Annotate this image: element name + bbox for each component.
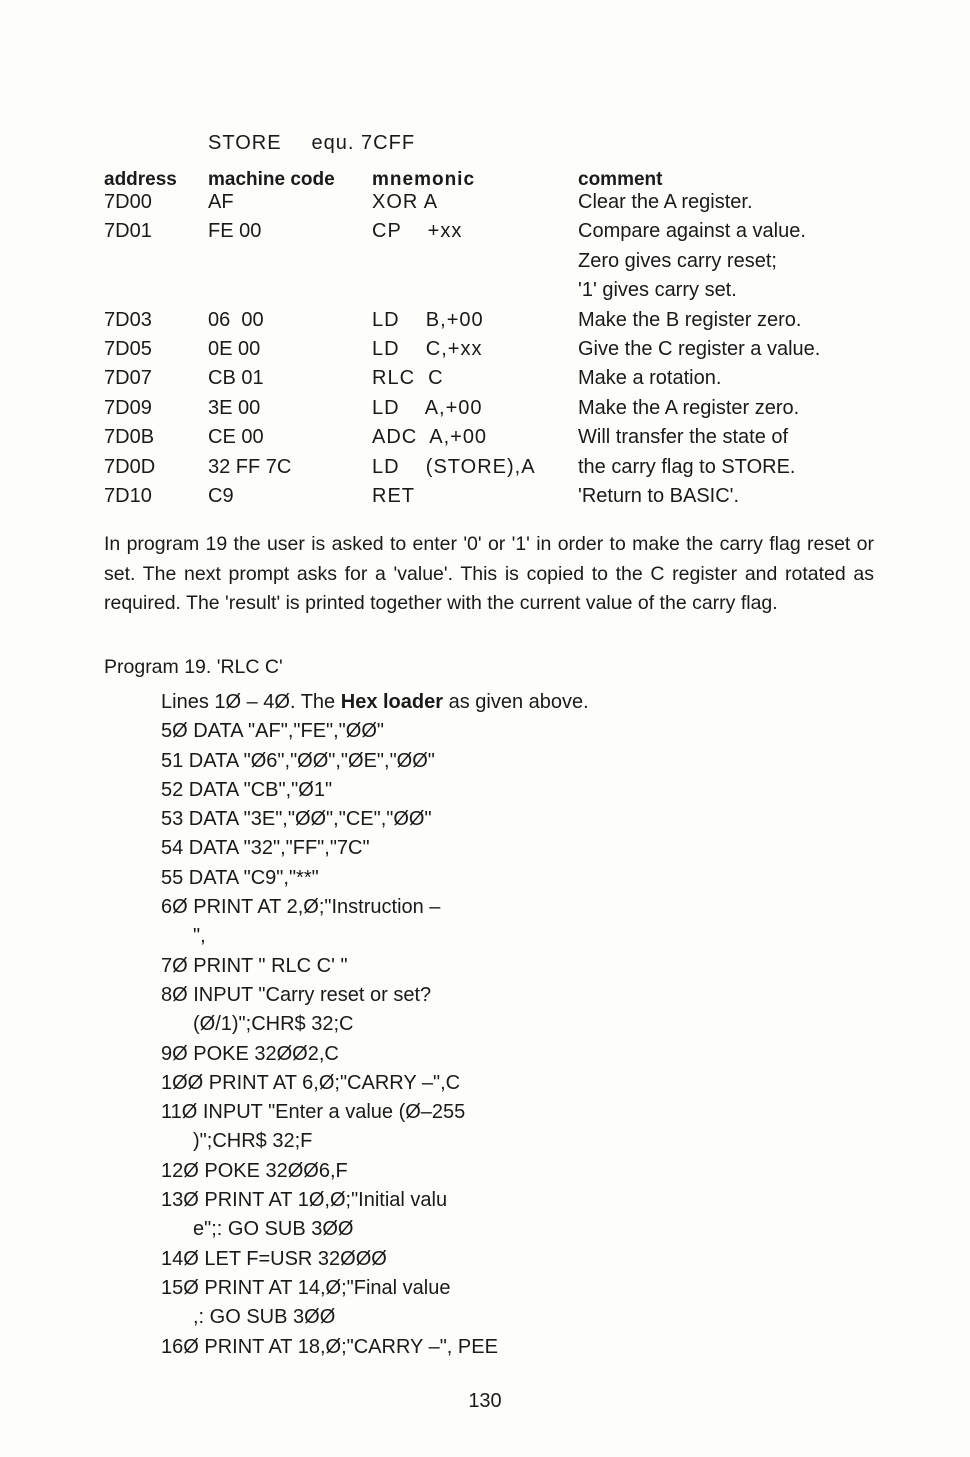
- assembly-table: [104, 162, 904, 514]
- header-address: address: [104, 169, 177, 190]
- cell-machine-code: 0E 00: [208, 337, 261, 360]
- cell-address: 7D0B: [104, 426, 155, 449]
- cell-machine-code: C9: [208, 484, 234, 507]
- header-comment: comment: [578, 169, 663, 190]
- listing-line: 13Ø PRINT AT 1Ø,Ø;"Initial valu: [161, 1189, 448, 1212]
- cell-machine-code: CE 00: [208, 426, 264, 449]
- assembly-table-header: [104, 162, 904, 191]
- listing-line: 7Ø PRINT " RLC C' ": [161, 954, 348, 977]
- listing-line: 8Ø INPUT "Carry reset or set?: [161, 983, 432, 1006]
- cell-machine-code: [208, 279, 372, 308]
- table-row: [104, 367, 904, 396]
- table-row: [104, 456, 904, 485]
- table-row: [104, 426, 904, 455]
- cell-mnemonic: ADC A,+00: [372, 426, 488, 449]
- cell-machine-code: [208, 250, 372, 279]
- cell-address: 7D05: [104, 337, 152, 360]
- cell-address: 7D07: [104, 367, 152, 390]
- cell-machine-code: 06 00: [208, 308, 264, 331]
- table-row: [104, 250, 904, 279]
- store-equate-line: [208, 132, 415, 155]
- header-mnemonic: mnemonic: [372, 169, 476, 190]
- listing-line: )";CHR$ 32;F: [193, 1130, 313, 1153]
- cell-comment: Compare against a value.: [578, 220, 806, 243]
- listing-line: 52 DATA "CB","Ø1": [161, 778, 333, 801]
- cell-address: 7D01: [104, 220, 152, 243]
- listing-line: 14Ø LET F=USR 32ØØØ: [161, 1247, 387, 1270]
- listing-line: (Ø/1)";CHR$ 32;C: [193, 1013, 354, 1036]
- listing-lines: [161, 717, 861, 1362]
- cell-mnemonic: LD C,+xx: [372, 337, 483, 360]
- listing-intro: [161, 688, 861, 717]
- cell-mnemonic: CP +xx: [372, 220, 463, 243]
- listing-intro-bold: Hex loader: [340, 691, 444, 713]
- table-row: [104, 309, 904, 338]
- listing-line: 53 DATA "3E","ØØ","CE","ØØ": [161, 808, 432, 831]
- table-row: [104, 191, 904, 220]
- listing-intro-c: as given above.: [443, 691, 589, 713]
- table-row: [104, 485, 904, 514]
- cell-mnemonic: RET: [372, 484, 415, 507]
- assembly-table-body: [104, 191, 904, 514]
- listing-line: 15Ø PRINT AT 14,Ø;"Final value: [161, 1276, 451, 1299]
- store-label: STORE: [208, 132, 282, 154]
- cell-machine-code: AF: [208, 191, 234, 213]
- cell-comment: Give the C register a value.: [578, 337, 821, 360]
- cell-machine-code: 32 FF 7C: [208, 455, 292, 478]
- cell-address: 7D03: [104, 308, 152, 331]
- cell-mnemonic: XOR A: [372, 191, 439, 213]
- listing-line: 16Ø PRINT AT 18,Ø;"CARRY –", PEE: [161, 1335, 498, 1358]
- listing-line: 54 DATA "32","FF","7C": [161, 837, 370, 860]
- listing-line: 12Ø POKE 32ØØ6,F: [161, 1159, 348, 1182]
- body-paragraph: In program 19 the user is asked to enter '0' or '1' in order to make the carry flag reset or set. The next prompt asks for a 'value'. This is copied to the C register and rotated as required. The 'result' is printed together with the current value of the carry flag.: [104, 533, 874, 614]
- table-row: [104, 279, 904, 308]
- cell-mnemonic: RLC C: [372, 367, 444, 390]
- cell-machine-code: CB 01: [208, 367, 264, 390]
- store-equ-value: equ. 7CFF: [311, 132, 416, 154]
- listing-line: 5Ø DATA "AF","FE","ØØ": [161, 720, 384, 743]
- cell-machine-code: 3E 00: [208, 396, 261, 419]
- table-row: [104, 220, 904, 249]
- listing-intro-a: Lines 1Ø – 4Ø. The: [161, 691, 341, 713]
- program-listing: [161, 688, 861, 1362]
- cell-address: 7D09: [104, 396, 152, 419]
- cell-address: 7D00: [104, 191, 152, 213]
- cell-mnemonic: LD A,+00: [372, 396, 483, 419]
- cell-comment: Make the A register zero.: [578, 396, 800, 419]
- listing-line: ,: GO SUB 3ØØ: [193, 1306, 336, 1329]
- listing-line: ",: [193, 925, 206, 948]
- listing-line: 55 DATA "C9","**": [161, 866, 319, 889]
- cell-address: 7D0D: [104, 455, 156, 478]
- cell-address: 7D10: [104, 484, 152, 507]
- cell-comment: 'Return to BASIC'.: [578, 484, 740, 507]
- cell-comment: the carry flag to STORE.: [578, 455, 796, 478]
- listing-line: 1ØØ PRINT AT 6,Ø;"CARRY –",C: [161, 1071, 461, 1094]
- listing-line: 9Ø POKE 32ØØ2,C: [161, 1042, 339, 1065]
- cell-comment: Clear the A register.: [578, 191, 753, 213]
- table-row: [104, 338, 904, 367]
- cell-mnemonic: [372, 250, 578, 279]
- cell-mnemonic: LD B,+00: [372, 308, 484, 331]
- header-machine-code: machine code: [208, 169, 335, 190]
- listing-line: 6Ø PRINT AT 2,Ø;"Instruction –: [161, 896, 441, 919]
- listing-line: 51 DATA "Ø6","ØØ","ØE","ØØ": [161, 749, 435, 772]
- cell-comment: Make a rotation.: [578, 367, 722, 390]
- cell-mnemonic: LD (STORE),A: [372, 455, 536, 478]
- program-title: Program 19. 'RLC C': [104, 656, 283, 678]
- cell-machine-code: FE 00: [208, 220, 262, 243]
- cell-comment: Zero gives carry reset;: [578, 249, 777, 272]
- page-number: 130: [468, 1390, 502, 1412]
- cell-address: [104, 250, 208, 279]
- cell-comment: Make the B register zero.: [578, 308, 802, 331]
- cell-comment: '1' gives carry set.: [578, 279, 737, 302]
- cell-comment: Will transfer the state of: [578, 426, 789, 449]
- cell-mnemonic: [372, 279, 578, 308]
- listing-line: 11Ø INPUT "Enter a value (Ø–255: [161, 1101, 466, 1124]
- cell-address: [104, 279, 208, 308]
- listing-line: e";: GO SUB 3ØØ: [193, 1218, 354, 1241]
- table-row: [104, 397, 904, 426]
